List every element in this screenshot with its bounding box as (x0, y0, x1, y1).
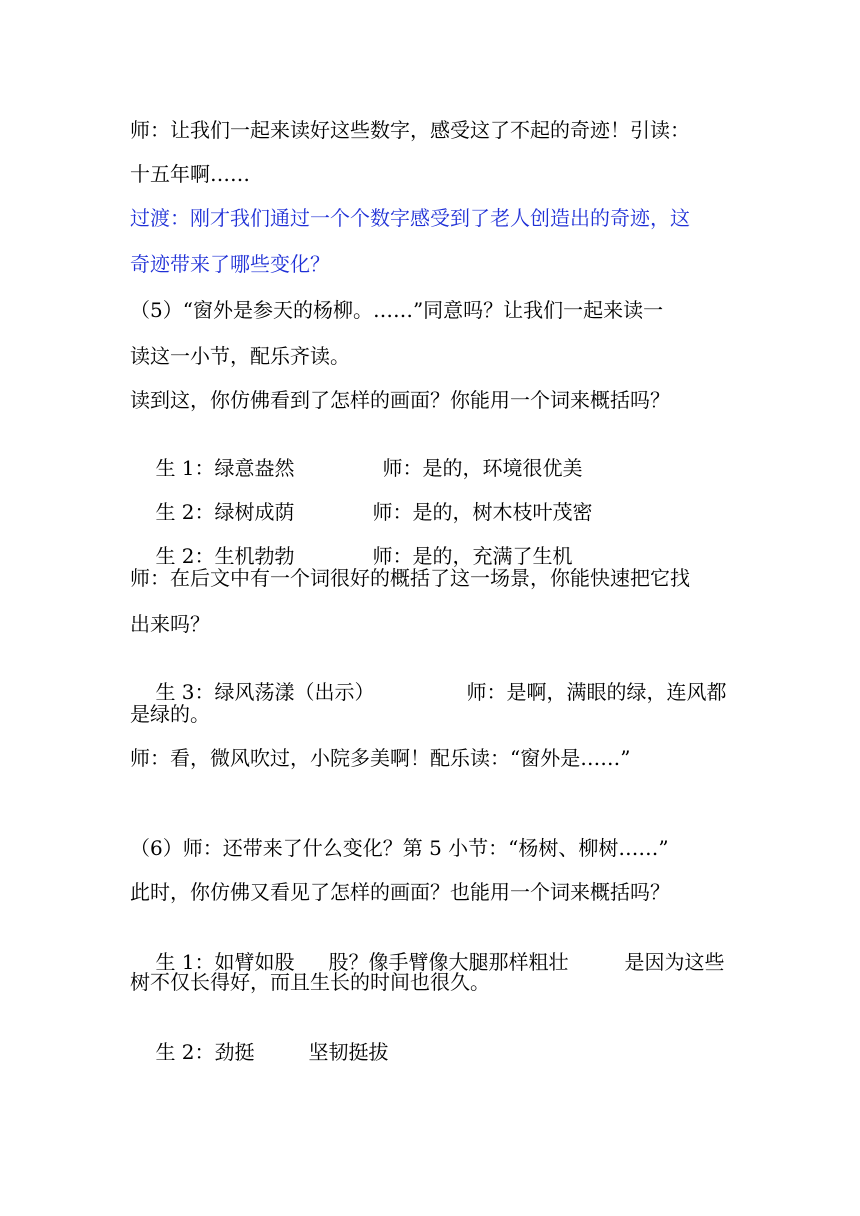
paragraph-line: 师：在后文中有一个词很好的概括了这一场景，你能快速把它找 (130, 566, 690, 590)
student-answer: 生 1：绿意盎然 (155, 456, 295, 480)
teacher-reply-continued: 是因为这些 (624, 950, 725, 974)
teacher-reply: 师：是的，树木枝叶茂密 (372, 500, 593, 524)
teacher-reply: 师：是的，充满了生机 (372, 544, 573, 568)
student-answer: 生 2：劲挺 (155, 1040, 255, 1064)
dialogue-line (130, 656, 727, 728)
paragraph-line: （5）“窗外是参天的杨柳。……”同意吗？让我们一起来读一 (130, 298, 664, 322)
teacher-reply: 股？像手臂像大腿那样粗壮 (328, 950, 569, 974)
paragraph-line: 师：看，微风吹过，小院多美啊！配乐读：“窗外是……” (130, 746, 631, 770)
transition-line: 过渡：刚才我们通过一个个数字感受到了老人创造出的奇迹，这 (130, 206, 690, 230)
student-answer: 生 2：绿树成荫 (155, 500, 295, 524)
paragraph-line: 师：让我们一起来读好这些数字，感受这了不起的奇迹！引读： (130, 118, 690, 142)
teacher-reply: 坚韧挺拔 (308, 1040, 389, 1064)
student-answer: 生 2：生机勃勃 (155, 544, 295, 568)
paragraph-line: 树不仅长得好，而且生长的时间也很久。 (130, 970, 490, 994)
paragraph-line: （6）师：还带来了什么变化？第 5 小节：“杨树、柳树……” (130, 836, 669, 860)
paragraph-line: 读到这，你仿佛看到了怎样的画面？你能用一个词来概括吗？ (130, 388, 670, 412)
paragraph-line: 十五年啊…… (130, 162, 250, 186)
paragraph-line: 出来吗？ (130, 612, 210, 636)
student-answer: 生 1：如臂如股 (155, 950, 295, 974)
teacher-reply: 师：是啊，满眼的绿，连风都 (466, 680, 727, 704)
dialogue-line (130, 1016, 389, 1088)
teacher-reply: 师：是的，环境很优美 (382, 456, 583, 480)
paragraph-line: 此时，你仿佛又看见了怎样的画面？也能用一个词来概括吗？ (130, 880, 670, 904)
paragraph-line: 读这一小节，配乐齐读。 (130, 344, 350, 368)
transition-line: 奇迹带来了哪些变化？ (130, 252, 330, 276)
paragraph-line: 是绿的。 (130, 702, 210, 726)
student-answer: 生 3：绿风荡漾（出示） (155, 680, 375, 704)
